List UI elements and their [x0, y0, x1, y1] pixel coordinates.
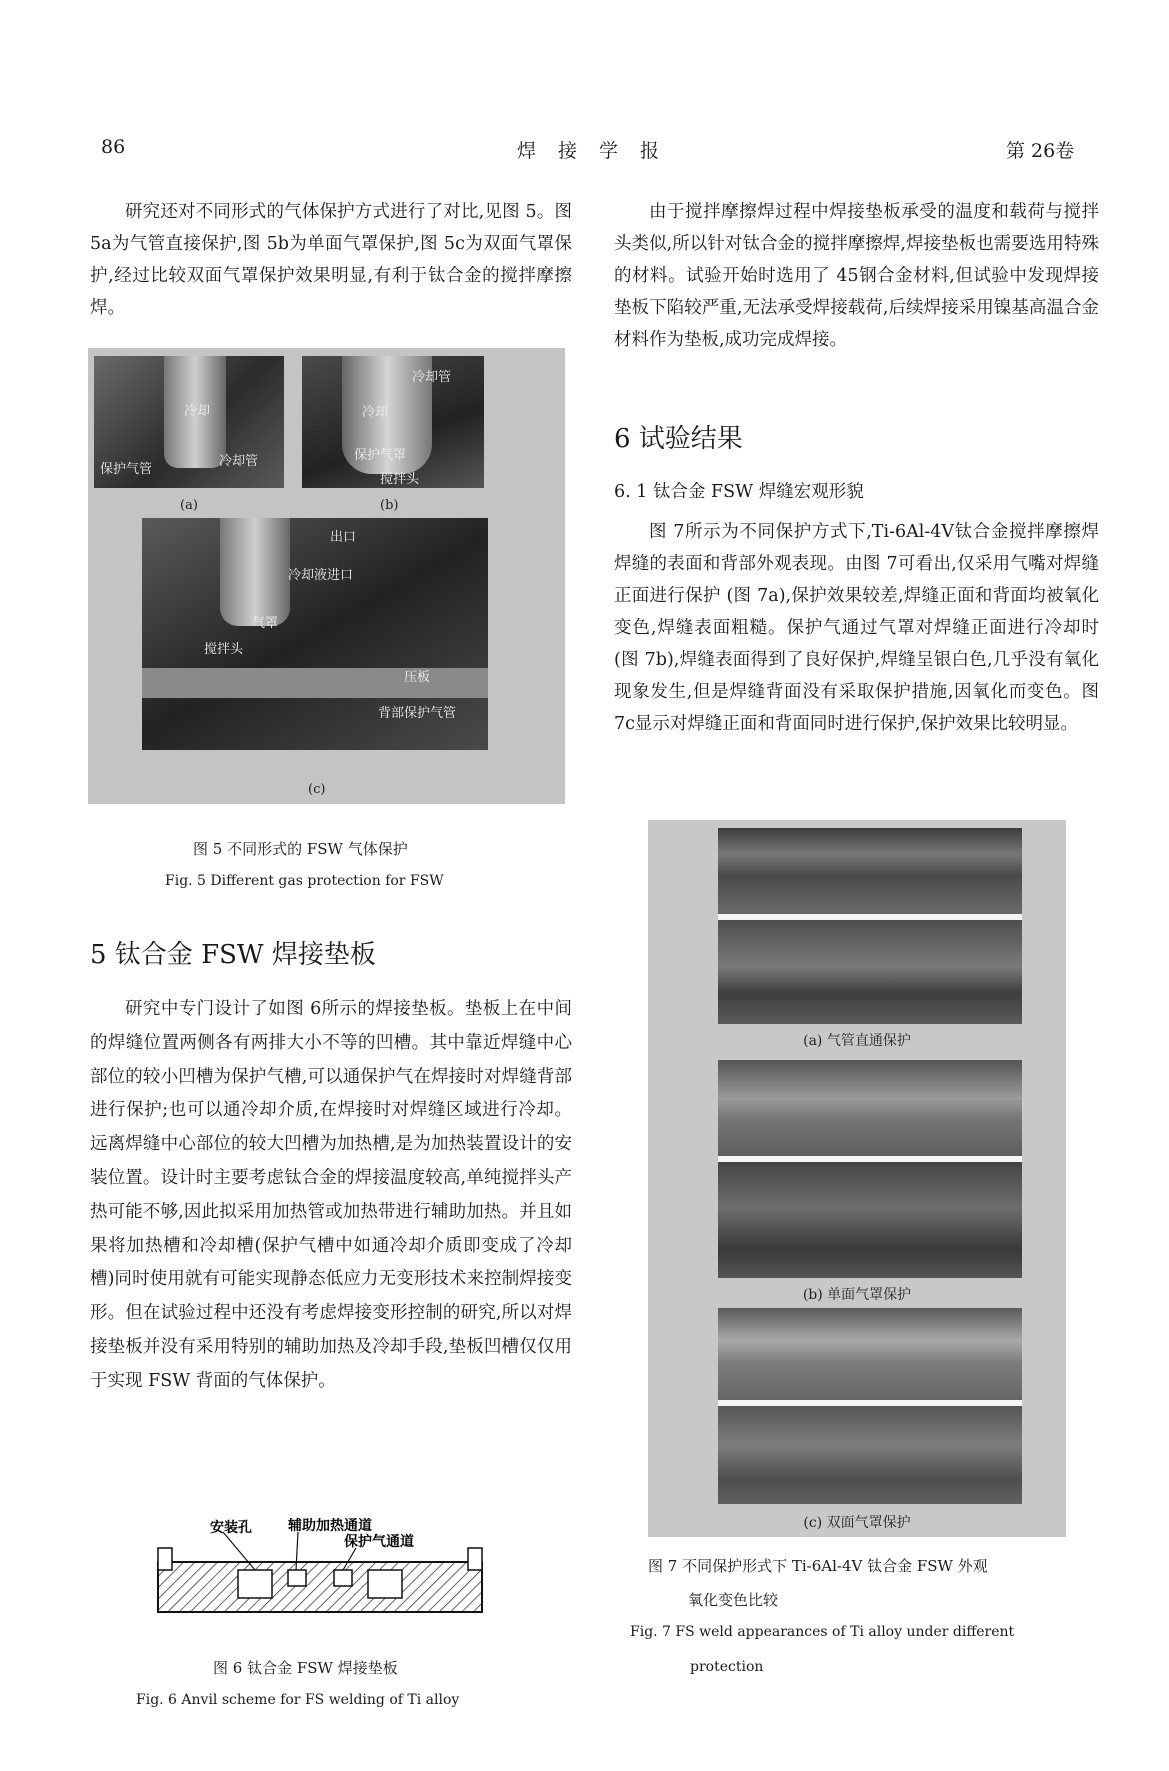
- fig5-caption-cn: 图 5 不同形式的 FSW 气体保护: [193, 840, 408, 858]
- label-gas-channel: 保护气通道: [344, 1534, 414, 1550]
- fig7a-strip: [718, 828, 1022, 1024]
- heating-groove-right: [368, 1570, 402, 1598]
- subsection-6-1-heading: 6. 1 钛合金 FSW 焊缝宏观形貌: [614, 482, 864, 502]
- right-paragraph-2: 图 7所示为不同保护方式下,Ti-6Al-4V钛合金搅拌摩擦焊焊缝的表面和背部外观表现。由图 7可看出,仅采用气嘴对焊缝正面进行保护 (图 7a),保护效果较差,焊缝正面和背面均被氧化变色,焊缝表面粗糙。保护气通过气罩对焊缝正面进行冷却时 (图 7b),焊缝表面得到了良好保护,焊缝呈银白色,几乎没有氧化现象发生,但是焊缝背面没有采取保护措施,因氧化而变色。图 7c显示对焊缝正面和背面同时进行保护,保护效果比较明显。: [614, 522, 1099, 734]
- fig7b-caption: (b) 单面气罩保护: [802, 1287, 912, 1303]
- label-mount-hole: 安装孔: [210, 1520, 252, 1536]
- fig7c-caption: (c) 双面气罩保护: [803, 1515, 911, 1531]
- fig7b-back: [718, 1162, 1022, 1278]
- page-number: 86: [101, 136, 126, 158]
- fig7-caption-en-2: protection: [690, 1659, 764, 1675]
- fig7-caption-cn-2: 氧化变色比较: [688, 1591, 779, 1609]
- fig7c-strip: [718, 1308, 1022, 1504]
- fig7a-back: [718, 920, 1022, 1024]
- fig5a-label-2: 冷却管: [219, 454, 259, 469]
- fig5b-label: (b): [380, 498, 399, 513]
- heating-groove-left: [238, 1570, 272, 1598]
- fig5-caption-en: Fig. 5 Different gas protection for FSW: [165, 873, 444, 889]
- fig7a-front: [718, 828, 1022, 914]
- fig5c-label-4: 搅拌头: [204, 642, 244, 657]
- stir-head-shape: [220, 518, 290, 626]
- anvil-body: [158, 1562, 482, 1612]
- fig5b-label-2: 冷却: [362, 405, 389, 420]
- fig5b-label-1: 冷却管: [412, 370, 452, 385]
- right-body: [614, 516, 1099, 740]
- fig6-caption-cn: 图 6 钛合金 FSW 焊接垫板: [213, 1659, 398, 1677]
- figure-5-photo: [88, 348, 565, 804]
- volume-label: 第 26卷: [1006, 140, 1075, 162]
- fig5c-label: (c): [308, 782, 326, 797]
- fig5a-label-3: 保护气管: [100, 462, 153, 477]
- journal-title: 焊接学报: [517, 140, 682, 162]
- fig5a-photo: [94, 356, 284, 488]
- label-heat-channel: 辅助加热通道: [288, 1518, 372, 1534]
- fig5c-photo: [142, 518, 488, 750]
- figure-6-diagram: [148, 1518, 492, 1618]
- fig5a-label-1: 冷却: [184, 404, 211, 419]
- fig5c-label-2: 冷却液进口: [288, 568, 354, 583]
- fig5c-label-6: 背部保护气管: [378, 706, 457, 721]
- fig5c-label-5: 压板: [404, 670, 431, 685]
- fig5b-label-3: 保护气罩: [354, 448, 407, 463]
- fig7c-back: [718, 1406, 1022, 1504]
- right-paragraph-1: 由于搅拌摩擦焊过程中焊接垫板承受的温度和载荷与搅拌头类似,所以针对钛合金的搅拌摩擦焊,焊接垫板也需要选用特殊的材料。试验开始时选用了 45钢合金材料,但试验中发现焊接垫板下陷较严重,无法承受焊接载荷,后续焊接采用镍基高温合金材料作为垫板,成功完成焊接。: [614, 202, 1099, 350]
- fig7b-strip: [718, 1060, 1022, 1278]
- fig7-caption-en-1: Fig. 7 FS weld appearances of Ti alloy under different: [630, 1624, 1015, 1640]
- left-intro: [90, 196, 572, 324]
- fig5b-label-4: 搅拌头: [380, 472, 420, 487]
- left-paragraph-1: 研究还对不同形式的气体保护方式进行了对比,见图 5。图 5a为气管直接保护,图 5b为单面气罩保护,图 5c为双面气罩保护,经过比较双面气罩保护效果明显,有利于钛合金的搅拌摩擦焊。: [90, 202, 572, 318]
- fig7b-front: [718, 1060, 1022, 1156]
- fig5a-label: (a): [180, 498, 198, 513]
- fig6-caption-en: Fig. 6 Anvil scheme for FS welding of Ti alloy: [136, 1692, 460, 1708]
- clamp-plate-shape: [142, 668, 488, 698]
- fig7-caption-cn-1: 图 7 不同保护形式下 Ti-6Al-4V 钛合金 FSW 外观: [648, 1557, 988, 1575]
- section-6-heading: 6 试验结果: [614, 424, 743, 454]
- fig5c-label-3: 气罩: [252, 616, 279, 631]
- mounting-hole-left: [158, 1548, 172, 1570]
- figure-7-photo: [648, 820, 1066, 1537]
- left-body: [90, 993, 572, 1399]
- left-paragraph-2: 研究中专门设计了如图 6所示的焊接垫板。垫板上在中间的焊缝位置两侧各有两排大小不等的凹槽。其中靠近焊缝中心部位的较小凹槽为保护气槽,可以通保护气在焊接时对焊缝背部进行保护;也可以通冷却介质,在焊接时对焊缝区域进行冷却。远离焊缝中心部位的较大凹槽为加热槽,是为加热装置设计的安装位置。设计时主要考虑钛合金的焊接温度较高,单纯搅拌头产热可能不够,因此拟采用加热管或加热带进行辅助加热。并且如果将加热槽和冷却槽(保护气槽中如通冷却介质即变成了冷却槽)同时使用就有可能实现静态低应力无变形技术来控制焊接变形。但在试验过程中还没有考虑焊接变形控制的研究,所以对焊接垫板并没有采用特别的辅助加热及冷却手段,垫板凹槽仅仅用于实现 FSW 背面的气体保护。: [90, 999, 572, 1391]
- section-5-heading: 5 钛合金 FSW 焊接垫板: [90, 940, 376, 970]
- right-intro: [614, 196, 1099, 356]
- fig7a-caption: (a) 气管直通保护: [803, 1033, 911, 1049]
- gas-groove-right: [334, 1570, 352, 1586]
- gas-groove-left: [288, 1570, 306, 1586]
- fig5b-photo: [302, 356, 484, 488]
- mounting-hole-right: [468, 1548, 482, 1570]
- fig5c-label-1: 出口: [330, 530, 357, 545]
- fig7c-front: [718, 1308, 1022, 1400]
